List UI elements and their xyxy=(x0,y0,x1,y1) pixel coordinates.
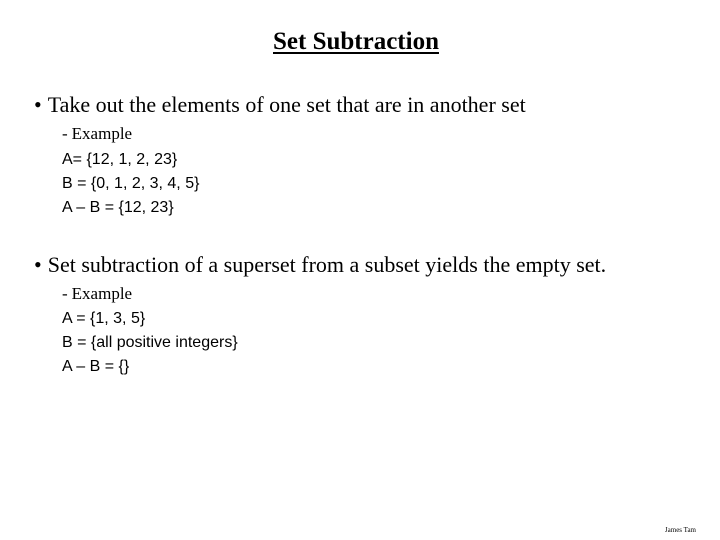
example-2-line-2: B = {all positive integers} xyxy=(62,334,238,351)
example-2-line-3: A – B = {} xyxy=(62,358,130,375)
slide-title: Set Subtraction xyxy=(273,28,439,55)
dash-marker: - xyxy=(62,284,68,303)
bullet-dot: • xyxy=(34,252,42,277)
example-1-line-2: B = {0, 1, 2, 3, 4, 5} xyxy=(62,175,200,192)
bullet-1 xyxy=(34,92,526,118)
example-2-label xyxy=(62,284,132,304)
bullet-2 xyxy=(34,252,606,278)
footer-author: James Tam xyxy=(664,526,696,534)
bullet-1-text: Take out the elements of one set that are in another set xyxy=(47,92,526,117)
bullet-2-text: Set subtraction of a superset from a subset yields the empty set. xyxy=(47,252,607,277)
example-1-line-3: A – B = {12, 23} xyxy=(62,199,174,216)
example-1-line-1: A= {12, 1, 2, 23} xyxy=(62,151,178,168)
example-1-label xyxy=(62,124,132,144)
example-1-text: Example xyxy=(71,124,133,143)
dash-marker: - xyxy=(62,124,68,143)
example-2-text: Example xyxy=(71,284,133,303)
bullet-dot: • xyxy=(34,92,42,117)
example-2-line-1: A = {1, 3, 5} xyxy=(62,310,146,327)
